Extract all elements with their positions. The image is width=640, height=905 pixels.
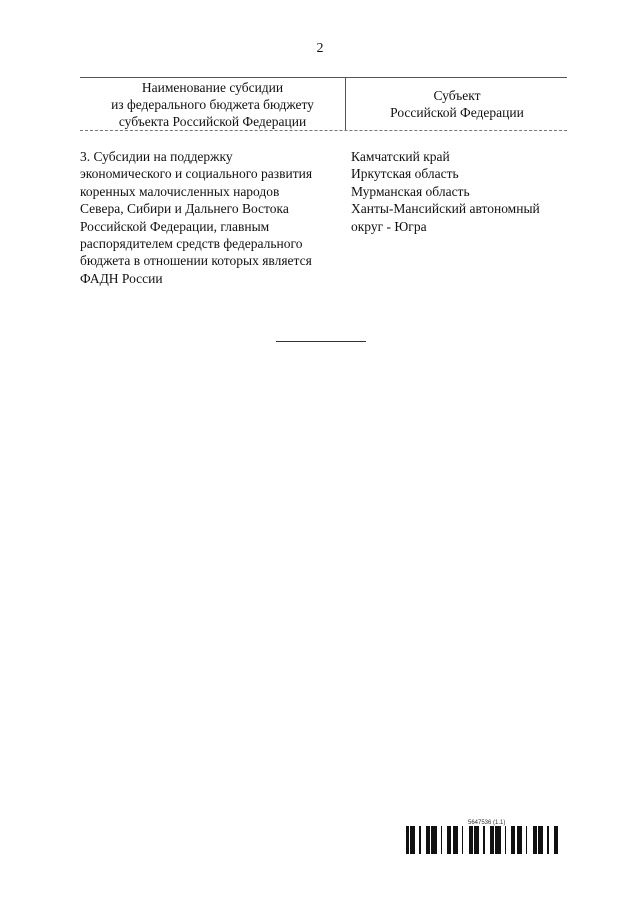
header-subsidy-line: из федерального бюджета бюджету <box>111 97 314 112</box>
subsidy-line: 3. Субсидии на поддержку <box>80 149 233 164</box>
header-subsidy-line: Наименование субсидии <box>141 80 284 95</box>
table-header <box>80 77 567 131</box>
subject-item: Иркутская область <box>351 166 459 182</box>
subject-item: Мурманская область <box>351 183 470 199</box>
subjects-cell <box>351 148 571 235</box>
subsidy-line: экономического и социального развития <box>80 166 313 182</box>
subject-item: округ - Югра <box>351 218 427 234</box>
header-subsidy-line: субъекта Российской Федерации <box>118 114 307 129</box>
subsidy-line: распорядителем средств федерального <box>80 236 303 252</box>
subject-item: Камчатский край <box>351 149 450 164</box>
subsidy-line: коренных малочисленных народов <box>80 183 280 199</box>
header-subject <box>347 78 567 130</box>
subsidy-line: Российской Федерации, главным <box>80 218 270 234</box>
subsidy-line: ФАДН России <box>80 270 163 286</box>
barcode-icon <box>406 826 561 854</box>
page-number: 2 <box>316 41 324 56</box>
header-subsidy-name <box>80 78 346 130</box>
subsidy-line: бюджета в отношении которых является <box>80 253 312 269</box>
subsidy-line: Севера, Сибири и Дальнего Востока <box>80 201 289 217</box>
header-subject-line: Российской Федерации <box>390 105 524 120</box>
header-subject-line: Субъект <box>433 88 481 103</box>
document-code: 5647536 (1.1) <box>468 820 506 826</box>
end-divider <box>276 341 366 342</box>
subject-item: Ханты-Мансийский автономный <box>351 201 540 217</box>
subsidy-cell <box>80 148 342 287</box>
